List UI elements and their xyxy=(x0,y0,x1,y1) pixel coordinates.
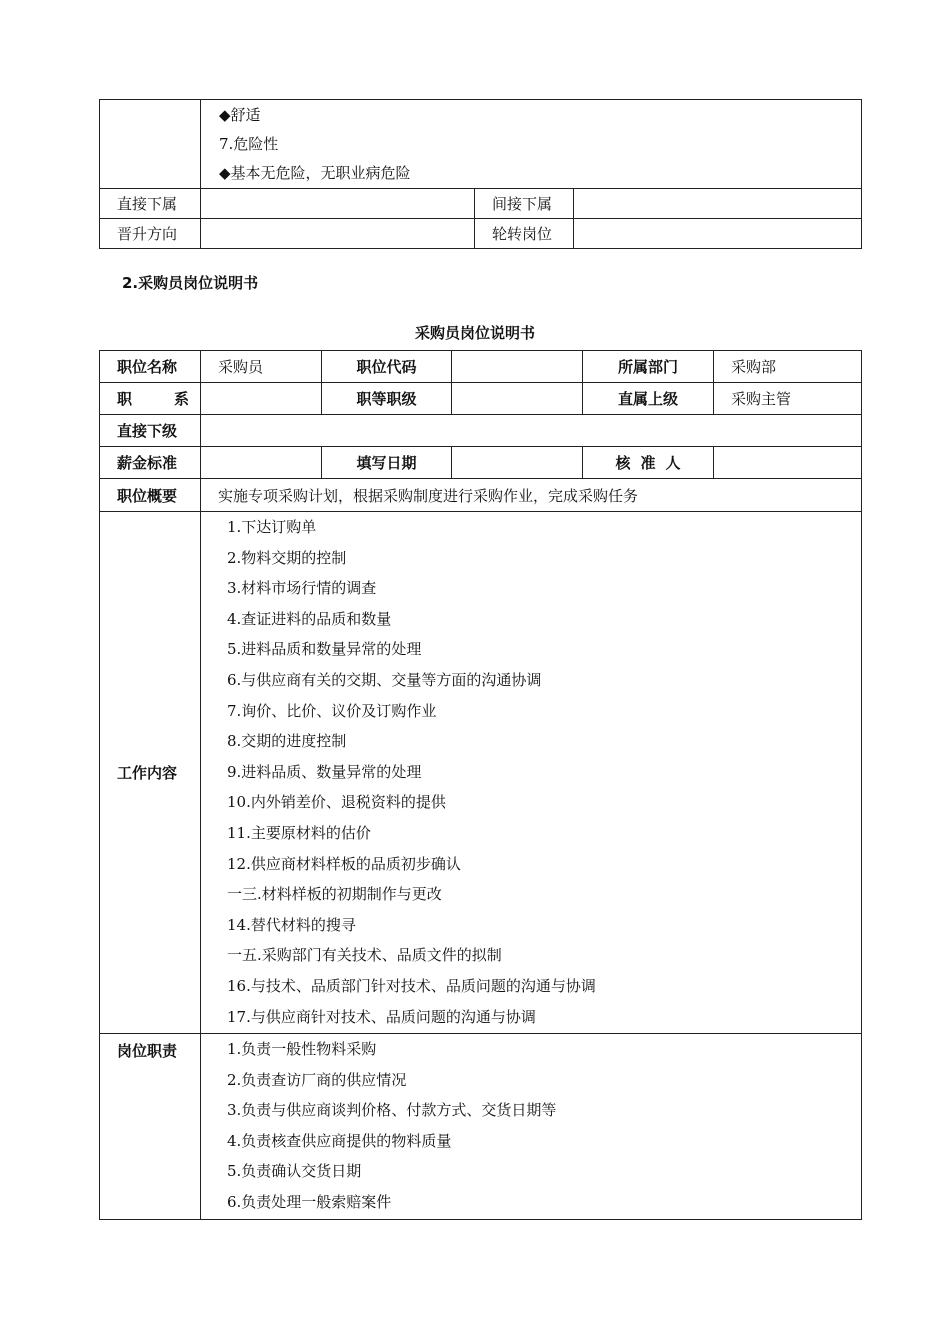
salary-label: 薪金标准 xyxy=(100,447,201,479)
list-item: 一三.材料样板的初期制作与更改 xyxy=(227,885,442,904)
position-code-label: 职位代码 xyxy=(322,351,452,383)
list-item: 14.替代材料的搜寻 xyxy=(227,915,356,934)
list-item: 3.材料市场行情的调查 xyxy=(227,579,377,598)
approver-label xyxy=(583,447,714,479)
list-item: 1.负责一般性物料采购 xyxy=(227,1040,377,1058)
list-item: 7.危险性 xyxy=(219,135,279,153)
list-item: 2.物料交期的控制 xyxy=(227,548,347,567)
salary-value xyxy=(201,447,322,479)
position-name-label: 职位名称 xyxy=(100,351,201,383)
list-item: 6.负责处理一般索赔案件 xyxy=(227,1192,392,1211)
list-item: 12.供应商材料样板的品质初步确认 xyxy=(227,854,461,873)
approver-label-c: 人 xyxy=(665,454,681,472)
approver-label-b: 准 xyxy=(640,454,656,472)
series-label xyxy=(100,383,201,415)
list-item: ◆基本无危险，无职业病危险 xyxy=(219,164,411,182)
department-value: 采购部 xyxy=(714,351,862,383)
list-item: 11.主要原材料的估价 xyxy=(227,823,371,842)
position-name-value: 采购员 xyxy=(201,351,322,383)
fill-date-label: 填写日期 xyxy=(322,447,452,479)
list-item: 一五.采购部门有关技术、品质文件的拟制 xyxy=(227,946,502,965)
list-item: 4.查证进料的品质和数量 xyxy=(227,609,392,628)
list-item: 8.交期的进度控制 xyxy=(227,732,347,751)
list-item: 7.询价、比价、议价及订购作业 xyxy=(227,701,437,720)
list-item: ◆舒适 xyxy=(219,106,261,124)
section-heading: 2.采购员岗位说明书 xyxy=(122,274,259,292)
list-item: 9.进料品质、数量异常的处理 xyxy=(227,762,422,781)
approver-value xyxy=(714,447,862,479)
list-item: 2.负责查访厂商的供应情况 xyxy=(227,1070,407,1089)
job-description-table xyxy=(99,350,862,1220)
promotion-label: 晋升方向 xyxy=(100,219,201,249)
series-label-b: 系 xyxy=(174,390,190,408)
list-item: 16.与技术、品质部门针对技术、品质问题的沟通与协调 xyxy=(227,976,596,995)
list-item: 17.与供应商针对技术、品质问题的沟通与协调 xyxy=(227,1007,536,1026)
list-item: 4.负责核查供应商提供的物料质量 xyxy=(227,1131,452,1150)
promotion-value xyxy=(201,219,475,249)
list-item: 5.负责确认交货日期 xyxy=(227,1162,362,1181)
top-table-blank-cell xyxy=(100,100,201,189)
direct-sub-value xyxy=(201,189,475,219)
approver-label-a: 核 xyxy=(615,454,631,472)
supervisor-label: 直属上级 xyxy=(583,383,714,415)
rotation-label: 轮转岗位 xyxy=(475,219,574,249)
series-label-a: 职 xyxy=(117,390,133,408)
hazard-info-cell xyxy=(201,100,862,189)
list-item: 6.与供应商有关的交期、交量等方面的沟通协调 xyxy=(227,670,542,689)
summary-label: 职位概要 xyxy=(100,479,201,512)
direct-sub-label: 直接下属 xyxy=(100,189,201,219)
grade-label: 职等职级 xyxy=(322,383,452,415)
list-item: 3.负责与供应商谈判价格、付款方式、交货日期等 xyxy=(227,1101,557,1120)
direct-subordinate-value xyxy=(201,415,862,447)
list-item: 5.进料品质和数量异常的处理 xyxy=(227,640,422,659)
list-item: 10.内外销差价、退税资料的提供 xyxy=(227,793,446,812)
series-value xyxy=(201,383,322,415)
duty-label: 岗位职责 xyxy=(100,1034,201,1220)
grade-value xyxy=(452,383,583,415)
direct-subordinate-label: 直接下级 xyxy=(100,415,201,447)
rotation-value xyxy=(574,219,862,249)
work-content-list xyxy=(201,512,862,1034)
work-content-label: 工作内容 xyxy=(100,512,201,1034)
summary-value: 实施专项采购计划，根据采购制度进行采购作业，完成采购任务 xyxy=(201,479,862,512)
indirect-sub-value xyxy=(574,189,862,219)
list-item: 1.下达订购单 xyxy=(227,518,317,536)
indirect-sub-label: 间接下属 xyxy=(475,189,574,219)
top-table xyxy=(99,99,862,249)
position-code-value xyxy=(452,351,583,383)
supervisor-value: 采购主管 xyxy=(714,383,862,415)
duty-list xyxy=(201,1034,862,1220)
fill-date-value xyxy=(452,447,583,479)
department-label: 所属部门 xyxy=(583,351,714,383)
table-title: 采购员岗位说明书 xyxy=(414,324,535,342)
